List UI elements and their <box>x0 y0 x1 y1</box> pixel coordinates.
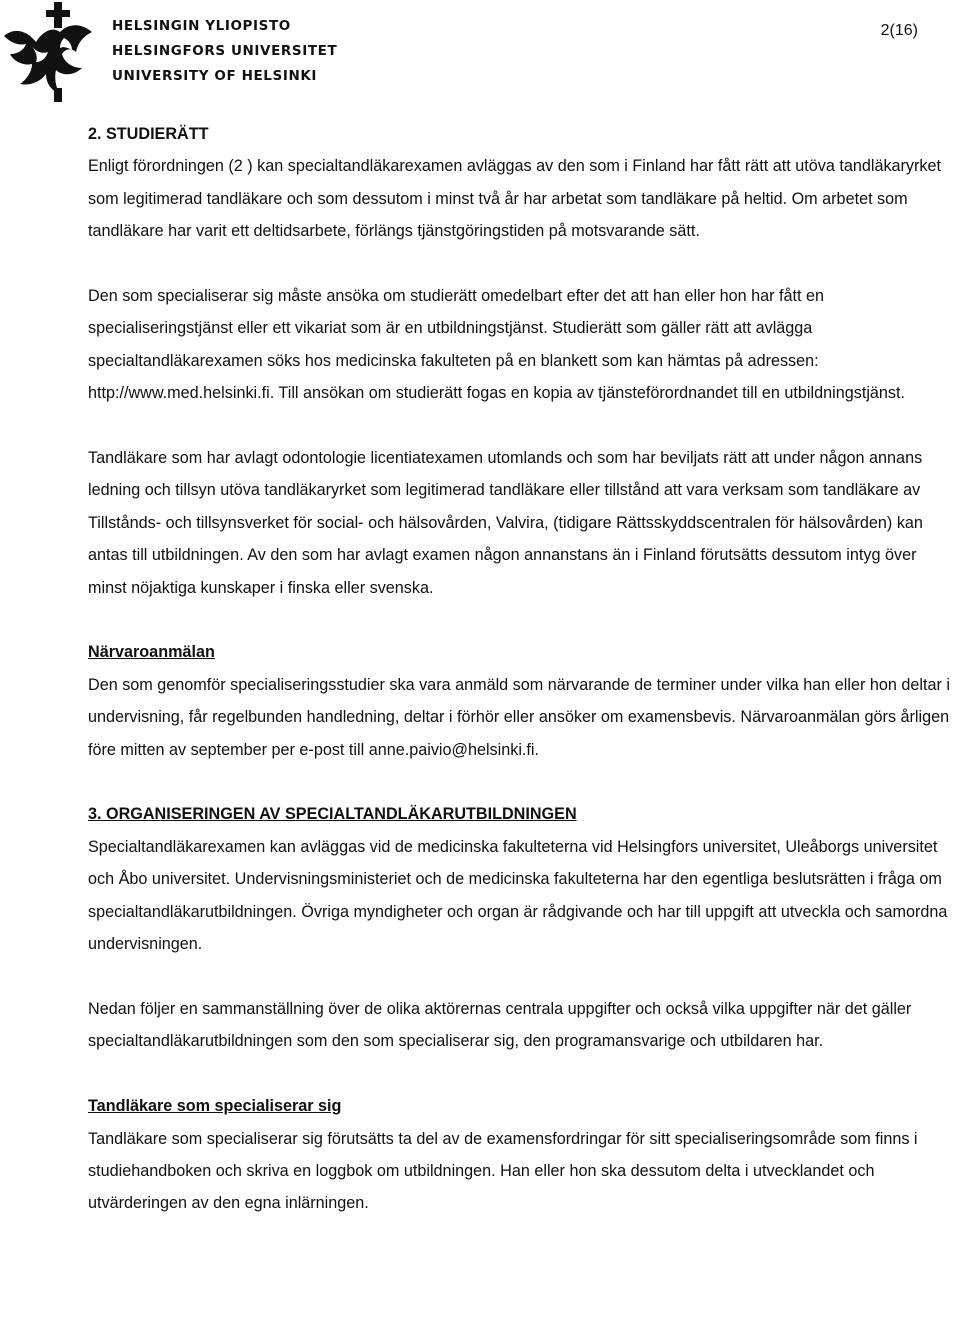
narvaroanmalan-subheading: Närvaroanmälan <box>88 643 215 662</box>
paragraph-gap <box>88 604 958 636</box>
document-header <box>0 0 960 110</box>
paragraph-gap <box>88 961 958 993</box>
section-3-heading: 3. ORGANISERINGEN AV SPECIALTANDLÄKARUTBILDNINGEN <box>88 805 577 824</box>
section-2-paragraph-4: Den som genomför specialiseringsstudier ska vara anmäld som närvarande de terminer under vilka han eller hon deltar i undervisning, får regelbunden handledning, deltar i förhör eller ansöker om examensbevis. Närvaroanmälan görs årligen före mitten av september per e-post till anne.paivio@helsinki.fi. <box>88 675 950 759</box>
section-2-heading: 2. STUDIERÄTT <box>88 125 209 143</box>
flame-cathedral-emblem-icon <box>2 2 94 102</box>
page-number: 2(16) <box>880 22 918 39</box>
logo-line-swedish: HELSINGFORS UNIVERSITET <box>112 43 338 59</box>
paragraph-gap <box>88 410 958 442</box>
section-3-paragraph-3: Tandläkare som specialiserar sig förutsätts ta del av de examensfordringar för sitt specialiseringsområde som finns i studiehandboken och skriva en loggbok om utbildningen. Han eller hon ska dessutom delta i utvecklandet och utvärderingen av den egna inlärningen. <box>88 1129 918 1213</box>
university-logo-text <box>112 14 337 89</box>
section-2-paragraph-2: Den som specialiserar sig måste ansöka om studierätt omedelbart efter det att han eller hon har fått en specialiseringstjänst eller ett vikariat som är en utbildningstjänst. Studierätt som gäller rätt att avlägga specialtandläkarexamen söks hos medicinska fakulteten på en blankett som kan hämtas på adressen: http://www.med.helsinki.fi. Till ansökan om studierätt fogas en kopia av tjänsteförordnandet till en utbildningstjänst. <box>88 287 906 403</box>
document-body <box>88 118 958 1220</box>
section-2-paragraph-1: Enligt förordningen (2 ) kan specialtandläkarexamen avläggas av den som i Finland har fått rätt att utöva tandläkaryrket som legitimerad tandläkare och som dessutom i minst två år har arbetat som tandläkare på heltid. Om arbetet som tandläkare har varit ett deltidsarbete, förlängs tjänstgöringstiden på motsvarande sätt. <box>88 157 942 241</box>
section-2-paragraph-3: Tandläkare som har avlagt odontologie licentiatexamen utomlands och som har beviljats rätt att under någon annans ledning och tillsyn utöva tandläkaryrket som legitimerad tandläkare eller tillstånd att vara verksam som tandläkare av Tillstånds- och tillsynsverket för social- och hälsovården, Valvira, (tidigare Rättsskyddscentralen för hälsovården) kan antas till utbildningen. Av den som har avlagt examen någon annanstans än i Finland förutsätts dessutom intyg över minst nöjaktiga kunskaper i finska eller svenska. <box>88 449 923 597</box>
section-3-paragraph-1: Specialtandläkarexamen kan avläggas vid de medicinska fakulteterna vid Helsingfors universitet, Uleåborgs universitet och Åbo universitet. Undervisningsministeriet och de medicinska fakulteterna har den egentliga beslutsrätten i fråga om specialtandläkarutbildningen. Övriga myndigheter och organ är rådgivande och har till uppgift att utveckla och samordna undervisningen. <box>88 837 948 954</box>
logo-line-english: UNIVERSITY OF HELSINKI <box>112 68 318 84</box>
section-3-paragraph-2: Nedan följer en sammanställning över de olika aktörernas centrala uppgifter och också vilka uppgifter när det gäller specialtandläkarutbildningen som den som specialiserar sig, den programansvarige och utbildaren har. <box>88 999 912 1051</box>
specialist-dentist-subheading: Tandläkare som specialiserar sig <box>88 1097 342 1116</box>
paragraph-gap <box>88 766 958 798</box>
paragraph-gap <box>88 1058 958 1090</box>
logo-line-finnish: HELSINGIN YLIOPISTO <box>112 18 291 34</box>
paragraph-gap <box>88 248 958 280</box>
